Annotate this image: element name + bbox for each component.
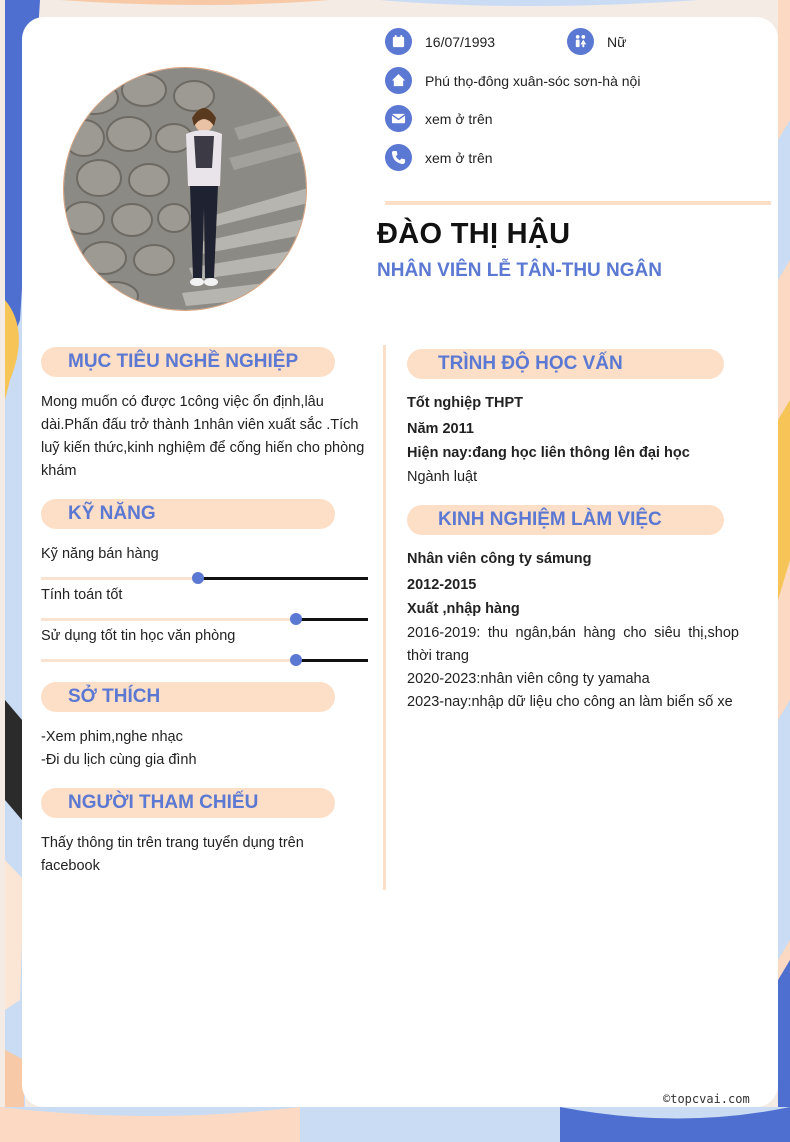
experience-position: Xuất ,nhập hàng <box>407 601 520 617</box>
profile-photo <box>63 67 307 311</box>
email-value: xem ở trên <box>425 110 493 127</box>
birthday-value: 16/07/1993 <box>425 33 496 50</box>
experience-entry: 2023-nay:nhập dữ liệu cho công an làm biển số xe <box>407 694 733 710</box>
email-icon <box>385 105 412 132</box>
hobby-line: -Đi du lịch cùng gia đình <box>41 752 197 768</box>
watermark: ©topcvai.com <box>663 1092 750 1106</box>
full-name: ĐÀO THỊ HẬU <box>377 218 571 250</box>
education-school: Tốt nghiệp THPT <box>407 395 523 411</box>
reference-heading: NGƯỜI THAM CHIẾU <box>41 788 335 818</box>
reference-text: Thấy thông tin trên trang tuyển dụng trên facebook <box>41 835 304 874</box>
job-title: NHÂN VIÊN LỄ TÂN-THU NGÂN <box>377 260 662 281</box>
gender-value: Nữ <box>607 33 627 50</box>
education-current: Hiện nay:đang học liên thông lên đại học <box>407 445 690 461</box>
birthday-row <box>385 28 495 55</box>
objective-text: Mong muốn có được 1công việc ổn định,lâu dài.Phấn đấu trở thành 1nhân viên xuất sắc .Tích luỹ kiến thức,kinh nghiệm để cống hiến cho phòng khám <box>41 394 365 479</box>
experience-period: 2012-2015 <box>407 577 477 593</box>
skill-label: Sử dụng tốt tin học văn phòng <box>41 628 236 644</box>
skill-label: Kỹ năng bán hàng <box>41 546 159 562</box>
skill-bar-fill <box>296 618 368 621</box>
skill-level-dot <box>192 572 204 584</box>
experience-entry: 2020-2023:nhân viên công ty yamaha <box>407 671 650 687</box>
objective-heading: MỤC TIÊU NGHỀ NGHIỆP <box>41 347 335 377</box>
hobbies-heading: SỞ THÍCH <box>41 682 335 712</box>
skill-level-dot <box>290 654 302 666</box>
skill-bar-fill <box>198 577 368 580</box>
education-heading: TRÌNH ĐỘ HỌC VẤN <box>407 349 724 379</box>
skill-bar <box>41 577 368 580</box>
skill-level-dot <box>290 613 302 625</box>
experience-company: Nhân viên công ty sámung <box>407 551 592 567</box>
address-row <box>385 67 640 94</box>
skills-heading: KỸ NĂNG <box>41 499 335 529</box>
skill-bar-fill <box>296 659 368 662</box>
phone-icon <box>385 144 412 171</box>
home-icon <box>385 67 412 94</box>
skill-bar <box>41 618 368 621</box>
column-divider <box>383 345 386 890</box>
phone-value: xem ở trên <box>425 149 493 166</box>
hobby-line: -Xem phim,nghe nhạc <box>41 729 183 745</box>
education-year: Năm 2011 <box>407 421 474 437</box>
calendar-icon <box>385 28 412 55</box>
experience-entry: 2016-2019: thu ngân,bán hàng cho siêu thị,shop thời trang <box>407 625 739 664</box>
education-major: Ngành luật <box>407 469 478 485</box>
address-value: Phú thọ-đông xuân-sóc sơn-hà nội <box>425 72 641 89</box>
skill-bar <box>41 659 368 662</box>
email-row <box>385 105 493 132</box>
skill-label: Tính toán tốt <box>41 587 123 603</box>
experience-heading: KINH NGHIỆM LÀM VIỆC <box>407 505 724 535</box>
phone-row <box>385 144 493 171</box>
gender-icon <box>567 28 594 55</box>
header-divider <box>385 201 771 205</box>
gender-row <box>567 28 626 55</box>
